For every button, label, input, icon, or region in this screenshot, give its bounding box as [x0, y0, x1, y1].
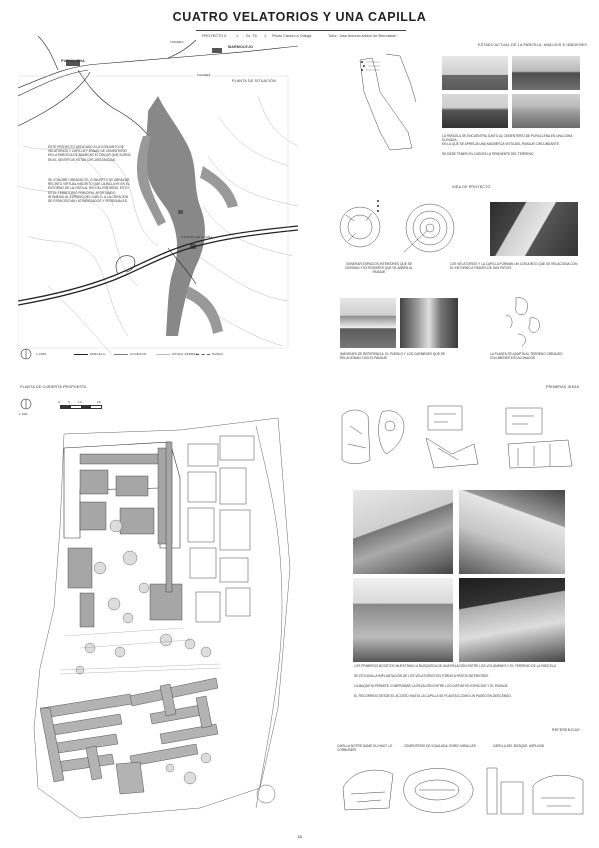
analysis-caption-1: LA PARCELA SE ENCUENTRA JUNTO AL CEMENTERIO DE PURULLENA EN UNA ZONA ELEVADA,: [442, 134, 573, 143]
reference-item-2: CEMENTERIO DE IGUALADA. ENRIC MIRALLES: [404, 744, 476, 748]
map-legend-walk: PASEO: [212, 352, 224, 356]
site-photo-3: [442, 94, 508, 128]
sketches-text-2: SE ESTUDIA LA IMPLANTACIÓN DE LOS VELATORIOS EN TORNO A PATIOS INTERIORES.: [354, 674, 490, 678]
sketches-text-4: EL RECORRIDO DESDE EL ACCESO HASTA LA CAPILLA SE PLANTEA COMO UN PASEO EN DESCENSO.: [354, 694, 512, 698]
scale-tick-10: 10: [78, 400, 82, 404]
map-legend-access: ACCESOS: [130, 352, 147, 356]
legend-swatch-walk: [196, 354, 210, 355]
map-legend-scale: 1:2000: [36, 352, 47, 356]
model-photo-3: [353, 578, 453, 662]
idea-reference-photo: [490, 202, 578, 256]
analysis-caption-2: EN LA QUE SE APRECIA UNA MAGNÍFICA VISTA DEL PAISAJE CIRCUNDANTE.: [442, 142, 560, 146]
map-label-purullena: PURULLENA: [61, 59, 85, 63]
idea-caption-right: LOS VELATORIOS Y LA CAPILLA FORMAN UN CONJUNTO QUE SE RELACIONA CON EL ENTORNO A TRAVÉS DE SUS PATIOS: [450, 262, 578, 271]
map-label-torrez: TORREZ: [197, 73, 211, 77]
sketches-heading: PRIMERAS IDEAS: [546, 385, 580, 389]
plan-heading: PLANTA DE CUBIERTA PROPUESTA: [20, 385, 87, 389]
site-photo-4: [512, 94, 580, 128]
meta-course: PROYECTO 6: [202, 34, 227, 38]
meta-tutor: Tutor: José Antonio Arbizu de Berrotaran: [328, 34, 397, 38]
title-underline: [196, 30, 406, 31]
legend-swatch-green: [156, 354, 170, 355]
reference-photo-town: [340, 298, 396, 348]
model-photo-1: [353, 490, 453, 574]
map-label-marmolejo: MARMOLEJO: [228, 45, 254, 49]
page-number: 18: [297, 834, 302, 839]
map-label-cantor: CANTOR DE ARAÑA: [181, 235, 213, 239]
parcel-sketch: [350, 52, 430, 154]
plan-scale: 1:500: [19, 412, 28, 416]
idea-heading: IDEA DE PROYECTO: [452, 185, 491, 189]
reference-item-3: CAPILLA DEL BOSQUE. ASPLUND: [493, 744, 545, 748]
legend-swatch-access: [114, 354, 128, 355]
page-title: CUATRO VELATORIOS Y UNA CAPILLA: [172, 10, 427, 24]
sketches-text-1: LOS PRIMEROS BOCETOS MUESTRAN LA BÚSQUEDA DE UNA RELACIÓN ENTRE LOS VOLÚMENES Y EL TERRENO DE LA PARCELA.: [354, 664, 557, 668]
concept-diagram-left: [338, 195, 390, 257]
references-heading: REFERENCIAS: [552, 728, 580, 732]
analysis-heading: ESTADO ACTUAL DE LA PARCELA. ANÁLISIS E IMÁGENES: [478, 43, 587, 47]
site-photo-1: [442, 56, 508, 90]
scale-tick-0: 0: [58, 400, 60, 404]
map-legend-green: ZONAS VERDES: [172, 352, 198, 356]
model-photo-2: [459, 490, 565, 574]
early-sketches: [338, 404, 592, 474]
analysis-caption-3: SE DEBE TENER EN CUENTA LA PENDIENTE DEL TERRENO: [442, 152, 534, 156]
scale-tick-20: 20: [97, 400, 101, 404]
concept-target-diagram: [402, 200, 460, 258]
meta-author: Pedro Carazo a Ortega: [272, 34, 312, 38]
site-plan-heading: PLANTA DE SITUACIÓN: [232, 79, 276, 83]
idea-caption-sketch: LA PLANTA SE ADAPTA AL TERRENO CREANDO VOLUMENES ESCALONADOS: [490, 352, 563, 361]
reference-photo-street: [400, 298, 458, 348]
map-legend-parcel: PARCELA: [90, 352, 106, 356]
model-photo-4: [459, 578, 565, 662]
map-label-torres: TORRES: [170, 40, 184, 44]
meta-sep-2: 1: [264, 34, 267, 38]
site-photo-2: [512, 56, 580, 90]
idea-caption-left: GENERAR ESPACIOS INTERIORES QUE SE CIERRAN Y EXTERIORES QUE SE ABREN AL PAISAJE: [345, 262, 413, 275]
legend-swatch-parcel: [74, 354, 88, 355]
roof-plan-drawing: [20, 408, 302, 828]
map-text-1: ESTE PROYECTO DEDICADO A LA CONJUNTO DE VELATORIOS Y CAPILLA Y ZONAS DE CEMENTERIO EN LA PARCELA DE ABARCAR EL DOLOR QUE SURGE EN EL SENTIR DE ESTAS CIRCUNSTANCIAS.: [48, 145, 131, 162]
idea-caption-photos: IMÁGENES DE REFERENCIA. EL PUEBLO Y LOS CARMENES QUE SE RELACIONAN CON EL PAISAJE: [340, 352, 445, 361]
scale-tick-5: 5: [68, 400, 70, 404]
north-arrow-icon: [20, 348, 32, 360]
meta-sep-1: 1: [236, 34, 239, 38]
meta-year: 2o. T5: [246, 34, 257, 38]
sketches-text-3: LA MAQUETA PERMITE COMPROBAR LA RELACIÓN ENTRE LOS DISTINTOS ESPACIOS Y EL PAISAJE.: [354, 684, 509, 688]
map-text-2: SE CONCIBE CREANDO EL CONCEPTO DE ABRAZAR, RECINTO VIRTUAL INSCRITO QUE LA INCLUYE EN EL ENTORNO DE LA VISTA AL RIO DEL ENTORNO. ESTO ES EL TERRITORIO PRINCIPAL APORTANDO INTIMIDAD AL ESPACIO DEL DUELO. A LA CREACIÓN DE ESPACIOS MUY ATRAVESADOS Y PERSONALES.: [48, 178, 131, 204]
reference-item-1: CAPILLA NOTRE DAME DU HAUT. LE CORBUSIER: [337, 744, 393, 753]
terrain-sketch: [496, 294, 552, 350]
reference-sketches: [337, 758, 591, 824]
